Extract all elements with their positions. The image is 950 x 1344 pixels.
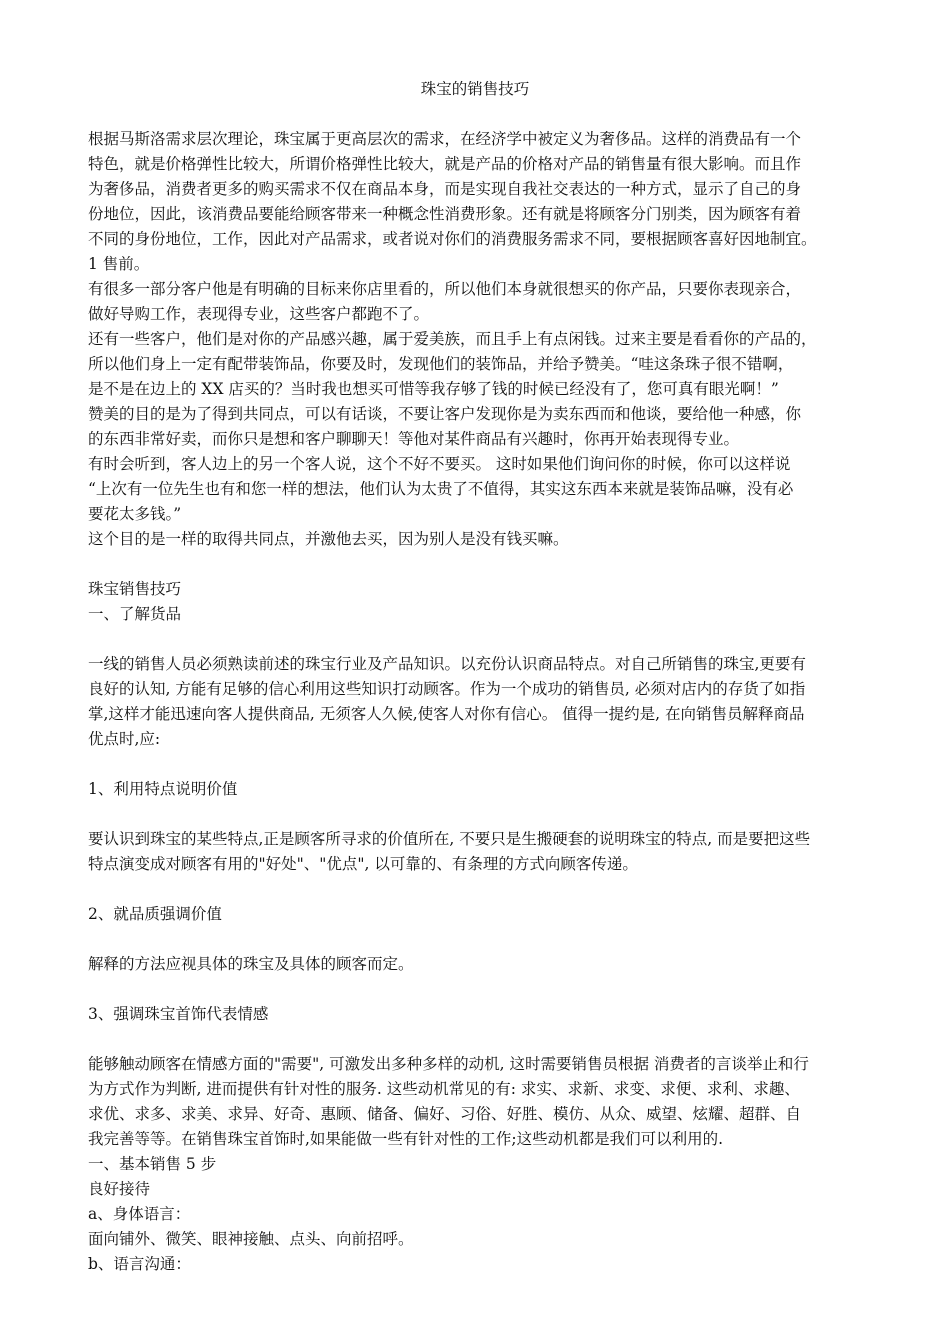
paragraph-line: 这个目的是一样的取得共同点，并激他去买，因为别人是没有钱买嘛。: [88, 530, 569, 548]
paragraph-line: 赞美的目的是为了得到共同点，可以有话谈，不要让客户发现你是为卖东西而和他谈，要给他一种感，你: [88, 405, 802, 423]
paragraph-line: a、身体语言：: [88, 1205, 191, 1223]
paragraph-line: 良好接待: [88, 1180, 151, 1198]
section-heading: 一、了解货品: [88, 605, 182, 623]
section-heading: 3、强调珠宝首饰代表情感: [88, 1005, 269, 1023]
paragraph-line: 1 售前。: [88, 255, 150, 273]
paragraph-line: b、语言沟通：: [88, 1255, 191, 1273]
paragraph-line: 为方式作为判断, 进而提供有针对性的服务. 这些动机常见的有: 求实、求新、求变、求便、求利、求趣、: [88, 1080, 800, 1098]
paragraph-line: 要认识到珠宝的某些特点,正是顾客所寻求的价值所在, 不要只是生搬硬套的说明珠宝的特点, 而是要把这些: [88, 830, 811, 848]
paragraph-line: 有时会听到，客人边上的另一个客人说，这个不好不要买。 这时如果他们询问你的时候，你可以这样说: [88, 455, 791, 473]
paragraph-line: 能够触动顾客在情感方面的"需要", 可激发出多种多样的动机, 这时需要销售员根据 消费者的言谈举止和行: [88, 1055, 809, 1073]
paragraph-line: 一线的销售人员必须熟读前述的珠宝行业及产品知识。以充份认识商品特点。对自己所销售的珠宝,更要有: [88, 655, 806, 673]
paragraph-line: 优点时,应:: [88, 730, 161, 748]
paragraph-line: 求优、求多、求美、求异、好奇、惠顾、储备、偏好、习俗、好胜、模仿、从众、威望、炫耀、超群、自: [88, 1105, 802, 1123]
paragraph-line: 做好导购工作，表现得专业，这些客户都跑不了。: [88, 305, 430, 323]
paragraph-line: 良好的认知, 方能有足够的信心利用这些知识打动顾客。作为一个成功的销售员, 必须对店内的存货了如指: [88, 680, 806, 698]
section-heading: 珠宝销售技巧: [88, 580, 182, 598]
paragraph-line: 根据马斯洛需求层次理论，珠宝属于更高层次的需求，在经济学中被定义为奢侈品。这样的消费品有一个: [88, 130, 802, 148]
section-heading: 2、就品质强调价值: [88, 905, 222, 923]
paragraph-line: 还有一些客户，他们是对你的产品感兴趣，属于爱美族，而且手上有点闲钱。过来主要是看看你的产品的，: [88, 330, 817, 348]
paragraph-line: 不同的身份地位，工作，因此对产品需求，或者说对你们的消费服务需求不同，要根据顾客喜好因地制宜。: [88, 230, 817, 248]
paragraph-line: 面向铺外、微笑、眼神接触、点头、向前招呼。: [88, 1230, 414, 1248]
paragraph-line: 的东西非常好卖，而你只是想和客户聊聊天！等他对某件商品有兴趣时，你再开始表现得专业。: [88, 430, 740, 448]
paragraph-line: 解释的方法应视具体的珠宝及具体的顾客而定。: [88, 955, 414, 973]
section-heading: 一、基本销售 5 步: [88, 1155, 217, 1173]
paragraph-line: 特点演变成对顾客有用的"好处"、"优点", 以可靠的、有条理的方式向顾客传递。: [88, 855, 638, 873]
paragraph-line: 为奢侈品，消费者更多的购买需求不仅在商品本身，而是实现自我社交表达的一种方式，显示了自己的身: [88, 180, 802, 198]
paragraph-line: 是不是在边上的 XX 店买的？当时我也想买可惜等我存够了钱的时候已经没有了，您可真有眼光啊！”: [88, 380, 779, 398]
paragraph-line: “上次有一位先生也有和您一样的想法，他们认为太贵了不值得，其实这东西本来就是装饰品嘛，没有必: [88, 480, 794, 498]
paragraph-line: 掌,这样才能迅速向客人提供商品, 无须客人久候,使客人对你有信心。 值得一提约是, 在向销售员解释商品: [88, 705, 805, 723]
paragraph-line: 要花太多钱。”: [88, 505, 182, 523]
paragraph-line: 特色，就是价格弹性比较大，所谓价格弹性比较大，就是产品的价格对产品的销售量有很大影响。而且作: [88, 155, 802, 173]
document-title: 珠宝的销售技巧: [420, 80, 530, 98]
paragraph-line: 我完善等等。在销售珠宝首饰时,如果能做一些有针对性的工作;这些动机都是我们可以利用的.: [88, 1130, 724, 1148]
paragraph-line: 所以他们身上一定有配带装饰品，你要及时，发现他们的装饰品，并给予赞美。“哇这条珠子很不错啊，: [88, 355, 794, 373]
section-heading: 1、利用特点说明价值: [88, 780, 238, 798]
paragraph-line: 有很多一部分客户他是有明确的目标来你店里看的，所以他们本身就很想买的你产品，只要你表现亲合，: [88, 280, 802, 298]
paragraph-line: 份地位，因此，该消费品要能给顾客带来一种概念性消费形象。还有就是将顾客分门别类，因为顾客有着: [88, 205, 802, 223]
